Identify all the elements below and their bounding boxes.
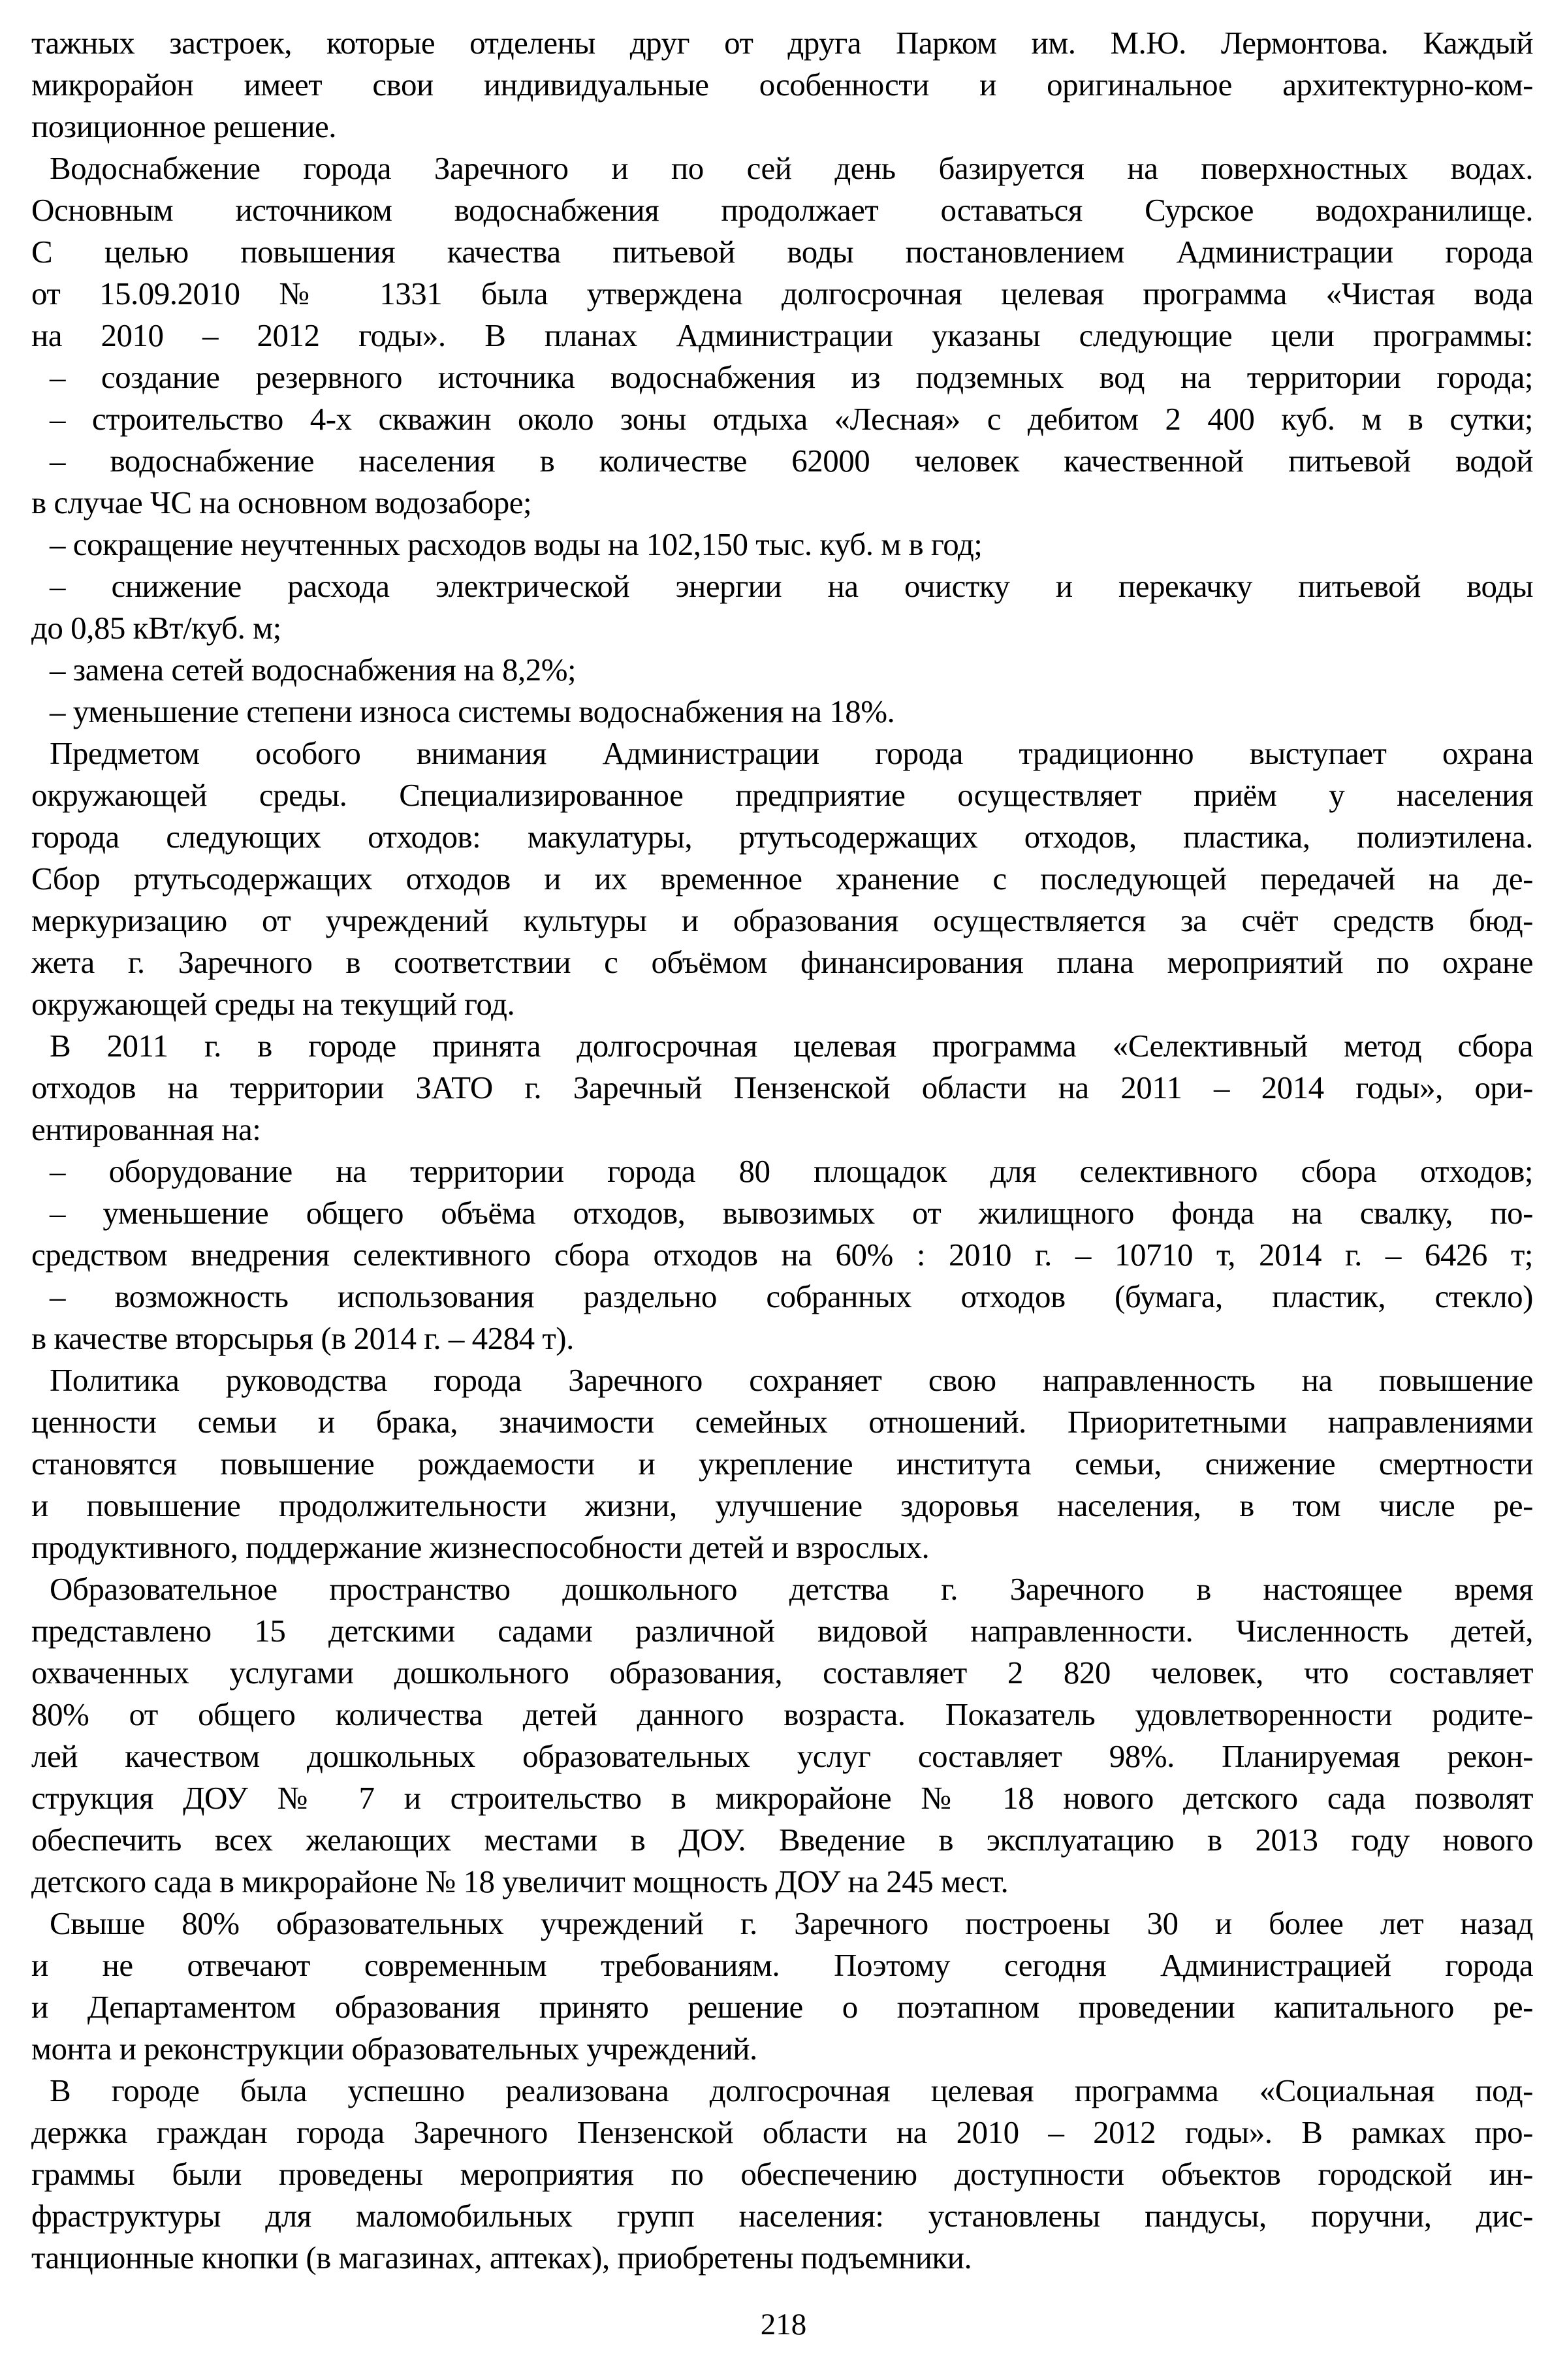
text-line: и повышение продолжительности жизни, улучшение здоровья населения, в том числе ре- <box>31 1487 1533 1523</box>
text-line: держка граждан города Заречного Пензенской области на 2010 – 2012 годы». В рамках про- <box>31 2114 1533 2150</box>
text-line: на 2010 – 2012 годы». В планах Администрации указаны следующие цели программы: <box>31 317 1533 353</box>
text-line: – уменьшение степени износа системы водоснабжения на 18%. <box>50 693 895 729</box>
text-line: позиционное решение. <box>31 108 336 144</box>
text-line: С целью повышения качества питьевой воды постановлением Администрации города <box>31 234 1533 270</box>
text-line: – возможность использования раздельно собранных отходов (бумага, пластик, стекло) <box>50 1278 1533 1314</box>
text-line: от 15.09.2010 № 1331 была утверждена долгосрочная целевая программа «Чистая вода <box>31 276 1533 311</box>
text-line: в качестве вторсырья (в 2014 г. – 4284 т). <box>31 1320 574 1356</box>
text-line: танционные кнопки (в магазинах, аптеках), приобретены подъемники. <box>31 2240 972 2276</box>
text-line: Свыше 80% образовательных учреждений г. Заречного построены 30 и более лет назад <box>50 1905 1533 1941</box>
text-line: становятся повышение рождаемости и укрепление института семьи, снижение смертности <box>31 1446 1533 1482</box>
text-line: представлено 15 детскими садами различной видовой направленности. Численность детей, <box>31 1613 1533 1649</box>
text-line: окружающей среды на текущий год. <box>31 986 515 1022</box>
text-line: струкция ДОУ № 7 и строительство в микрорайоне № 18 нового детского сада позволят <box>31 1780 1533 1816</box>
text-line: и не отвечают современным требованиям. Поэтому сегодня Администрацией города <box>31 1947 1533 1983</box>
text-line: – замена сетей водоснабжения на 8,2%; <box>50 652 577 688</box>
text-block <box>31 22 1533 2279</box>
text-line: до 0,85 кВт/куб. м; <box>31 610 281 646</box>
text-line: – водоснабжение населения в количестве 62000 человек качественной питьевой водой <box>50 443 1533 479</box>
text-line: обеспечить всех желающих местами в ДОУ. Введение в эксплуатацию в 2013 году нового <box>31 1822 1533 1858</box>
text-line: ентированная на: <box>31 1111 261 1147</box>
text-line: средством внедрения селективного сбора отходов на 60% : 2010 г. – 10710 т, 2014 г. – 6426 т; <box>31 1237 1533 1273</box>
text-line: города следующих отходов: макулатуры, ртутьсодержащих отходов, пластика, полиэтилена. <box>31 819 1533 855</box>
text-line: – уменьшение общего объёма отходов, вывозимых от жилищного фонда на свалку, по- <box>50 1195 1533 1231</box>
text-line: микрорайон имеет свои индивидуальные особенности и оригинальное архитектурно-ком- <box>31 67 1533 103</box>
text-line: В 2011 г. в городе принята долгосрочная целевая программа «Селективный метод сбора <box>50 1028 1533 1064</box>
text-line: в случае ЧС на основном водозаборе; <box>31 484 532 520</box>
text-line: – сокращение неучтенных расходов воды на 102,150 тыс. куб. м в год; <box>50 526 983 562</box>
text-line: Политика руководства города Заречного сохраняет свою направленность на повышение <box>50 1362 1533 1398</box>
text-line: граммы были проведены мероприятия по обеспечению доступности объектов городской ин- <box>31 2156 1533 2192</box>
text-line: В городе была успешно реализована долгосрочная целевая программа «Социальная под- <box>50 2072 1533 2108</box>
text-line: ценности семьи и брака, значимости семейных отношений. Приоритетными направлениями <box>31 1404 1533 1440</box>
text-line: детского сада в микрорайоне № 18 увеличит мощность ДОУ на 245 мест. <box>31 1864 1009 1899</box>
text-line: Сбор ртутьсодержащих отходов и их временное хранение с последующей передачей на де- <box>31 861 1533 896</box>
text-line: лей качеством дошкольных образовательных услуг составляет 98%. Планируемая рекон- <box>31 1738 1533 1774</box>
text-line: – строительство 4-х скважин около зоны отдыха «Лесная» с дебитом 2 400 куб. м в сутки; <box>50 401 1533 437</box>
text-line: Образовательное пространство дошкольного детства г. Заречного в настоящее время <box>50 1571 1533 1607</box>
text-line: – снижение расхода электрической энергии на очистку и перекачку питьевой воды <box>50 568 1533 604</box>
text-line: Водоснабжение города Заречного и по сей день базируется на поверхностных водах. <box>50 150 1533 186</box>
text-line: – создание резервного источника водоснабжения из подземных вод на территории города; <box>50 359 1533 395</box>
text-line: жета г. Заречного в соответствии с объёмом финансирования плана мероприятий по охране <box>31 944 1533 980</box>
text-line: монта и реконструкции образовательных учреждений. <box>31 2031 757 2067</box>
text-line: фраструктуры для маломобильных групп населения: установлены пандусы, поручни, дис- <box>31 2198 1533 2234</box>
text-line: и Департаментом образования принято решение о поэтапном проведении капитального ре- <box>31 1989 1533 2025</box>
text-line: отходов на территории ЗАТО г. Заречный Пензенской области на 2011 – 2014 годы», ори- <box>31 1070 1533 1105</box>
text-line: охваченных услугами дошкольного образования, составляет 2 820 человек, что составляет <box>31 1655 1533 1690</box>
text-line: продуктивного, поддержание жизнеспособности детей и взрослых. <box>31 1529 930 1565</box>
text-line: Предметом особого внимания Администрации города традиционно выступает охрана <box>50 735 1533 771</box>
text-line: – оборудование на территории города 80 площадок для селективного сбора отходов; <box>50 1153 1533 1189</box>
text-line: 80% от общего количества детей данного возраста. Показатель удовлетворенности родите- <box>31 1696 1533 1732</box>
text-line: окружающей среды. Специализированное предприятие осуществляет приём у населения <box>31 777 1533 813</box>
text-line: тажных застроек, которые отделены друг от друга Парком им. М.Ю. Лермонтова. Каждый <box>31 25 1533 61</box>
text-line: меркуризацию от учреждений культуры и образования осуществляется за счёт средств бюд- <box>31 902 1533 938</box>
page-number: 218 <box>760 2308 807 2341</box>
text-line: Основным источником водоснабжения продолжает оставаться Сурское водохранилище. <box>31 192 1533 228</box>
